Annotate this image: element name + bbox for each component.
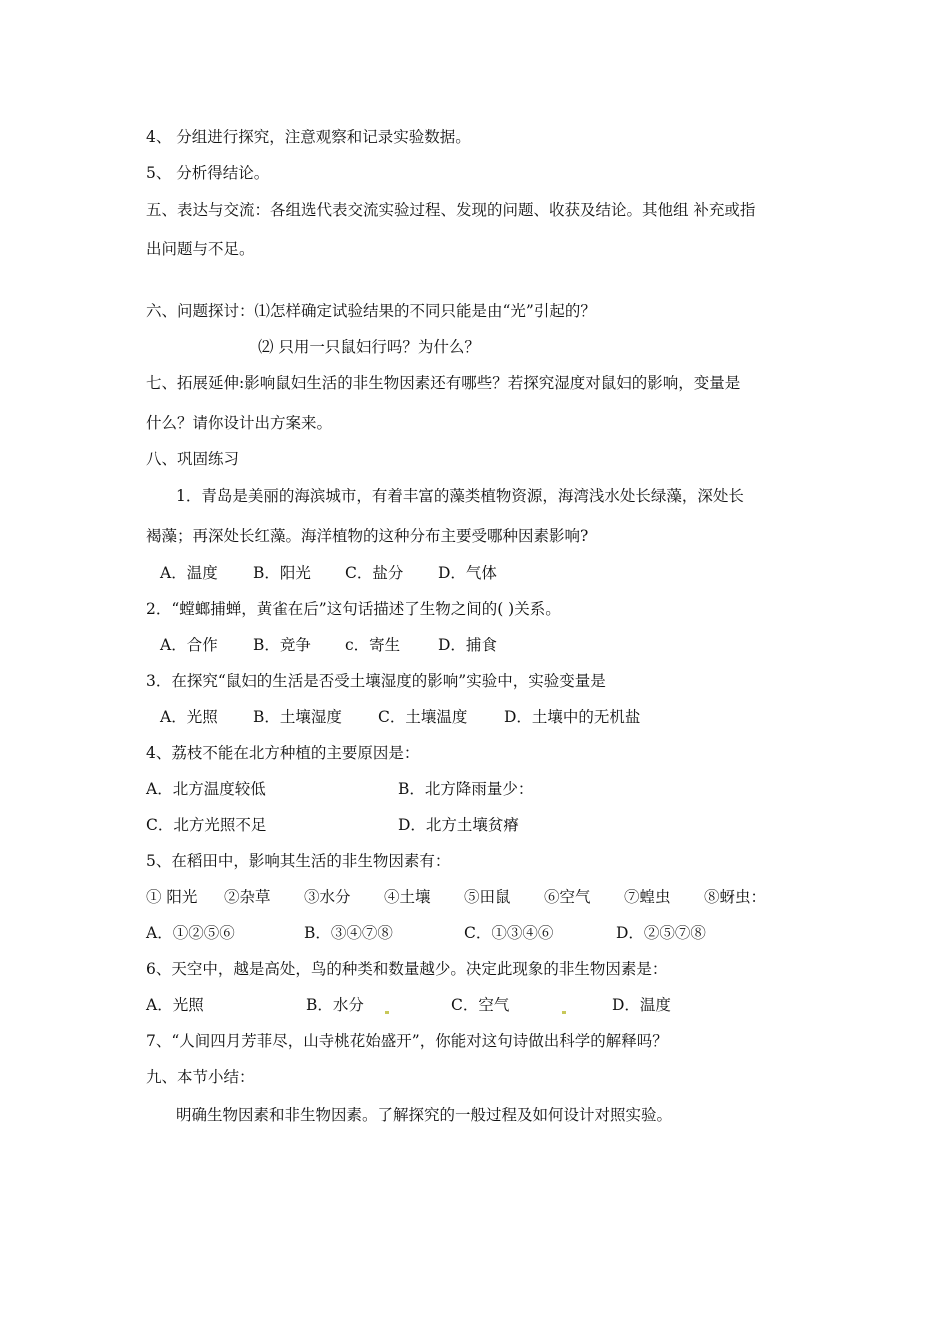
option-a: A．温度 — [160, 564, 218, 582]
section-nine-heading: 九、本节小结： — [146, 1068, 255, 1086]
question-5: 5、在稻田中，影响其生活的非生物因素有： — [146, 852, 451, 870]
factor-7: ⑦蝗虫 — [624, 888, 671, 906]
factor-3: ③水分 — [304, 888, 351, 906]
section-eight-heading: 八、巩固练习 — [146, 450, 240, 468]
question-6: 6、天空中，越是高处，鸟的种类和数量越少。决定此现象的非生物因素是： — [146, 960, 668, 978]
question-4-options-row2 — [146, 815, 786, 835]
question-1-options — [160, 563, 760, 583]
option-c: C．盐分 — [345, 564, 404, 582]
section-six-line1: 六、问题探讨：⑴怎样确定试验结果的不同只能是由“光”引起的？ — [146, 302, 596, 320]
option-b: B．北方降雨量少： — [398, 780, 534, 798]
question-6-options — [146, 995, 786, 1015]
option-c: C．北方光照不足 — [146, 816, 267, 834]
factor-5: ⑤田鼠 — [464, 888, 511, 906]
option-b: B．③④⑦⑧ — [304, 924, 393, 942]
option-d: D．气体 — [438, 564, 497, 582]
factor-8: ⑧蚜虫： — [704, 888, 767, 906]
section-six-line2: ⑵ 只用一只鼠妇行吗？为什么？ — [258, 338, 480, 356]
question-5-choices — [146, 923, 786, 943]
option-a: A．合作 — [160, 636, 218, 654]
question-4-options-row1 — [146, 779, 786, 799]
section-five-line2: 出问题与不足。 — [146, 240, 255, 258]
question-5-factors — [146, 887, 786, 907]
question-1-line2: 褐藻；再深处长红藻。海洋植物的这种分布主要受哪种因素影响? — [146, 527, 589, 545]
question-1-line1: 1．青岛是美丽的海滨城市，有着丰富的藻类植物资源，海湾浅水处长绿藻，深处长 — [176, 487, 744, 505]
option-a: A．①②⑤⑥ — [146, 924, 235, 942]
option-d: D．捕食 — [438, 636, 497, 654]
option-b: B．水分 — [306, 996, 364, 1014]
option-b: B．阳光 — [253, 564, 311, 582]
option-a: A．光照 — [146, 996, 204, 1014]
option-c: c．寄生 — [345, 636, 401, 654]
option-c: C．土壤温度 — [378, 708, 468, 726]
option-a: A．北方温度较低 — [146, 780, 266, 798]
section-five-line1: 五、表达与交流：各组选代表交流实验过程、发现的问题、收获及结论。其他组 补充或指 — [146, 201, 756, 219]
question-2-options — [160, 635, 760, 655]
question-4: 4、荔枝不能在北方种植的主要原因是： — [146, 744, 420, 762]
scan-mark — [385, 1011, 389, 1014]
question-7: 7、“人间四月芳菲尽，山寺桃花始盛开”，你能对这句诗做出科学的解释吗？ — [146, 1032, 668, 1050]
factor-4: ④土壤 — [384, 888, 431, 906]
option-b: B．竞争 — [253, 636, 311, 654]
section-seven-line2: 什么？请你设计出方案来。 — [146, 414, 333, 432]
option-c: C．空气 — [451, 996, 510, 1014]
option-d: D．土壤中的无机盐 — [504, 708, 641, 726]
factor-6: ⑥空气 — [544, 888, 591, 906]
scan-mark — [562, 1011, 566, 1014]
step-5: 5、 分析得结论。 — [146, 164, 270, 182]
question-2: 2．“螳螂捕蝉，黄雀在后”这句话描述了生物之间的( )关系。 — [146, 600, 561, 618]
option-b: B．土壤湿度 — [253, 708, 342, 726]
section-nine-summary: 明确生物因素和非生物因素。了解探究的一般过程及如何设计对照实验。 — [176, 1106, 673, 1124]
question-3-options — [160, 707, 800, 727]
step-4: 4、 分组进行探究，注意观察和记录实验数据。 — [146, 128, 471, 146]
option-c: C．①③④⑥ — [464, 924, 554, 942]
factor-1: ① 阳光 — [146, 888, 198, 906]
option-a: A．光照 — [160, 708, 218, 726]
question-3: 3．在探究“鼠妇的生活是否受土壤湿度的影响”实验中，实验变量是 — [146, 672, 606, 690]
option-d: D．温度 — [612, 996, 671, 1014]
option-d: D．②⑤⑦⑧ — [616, 924, 706, 942]
section-seven-line1: 七、拓展延伸:影响鼠妇生活的非生物因素还有哪些？若探究湿度对鼠妇的影响，变量是 — [146, 374, 741, 392]
option-d: D．北方土壤贫瘠 — [398, 816, 519, 834]
factor-2: ②杂草 — [224, 888, 271, 906]
